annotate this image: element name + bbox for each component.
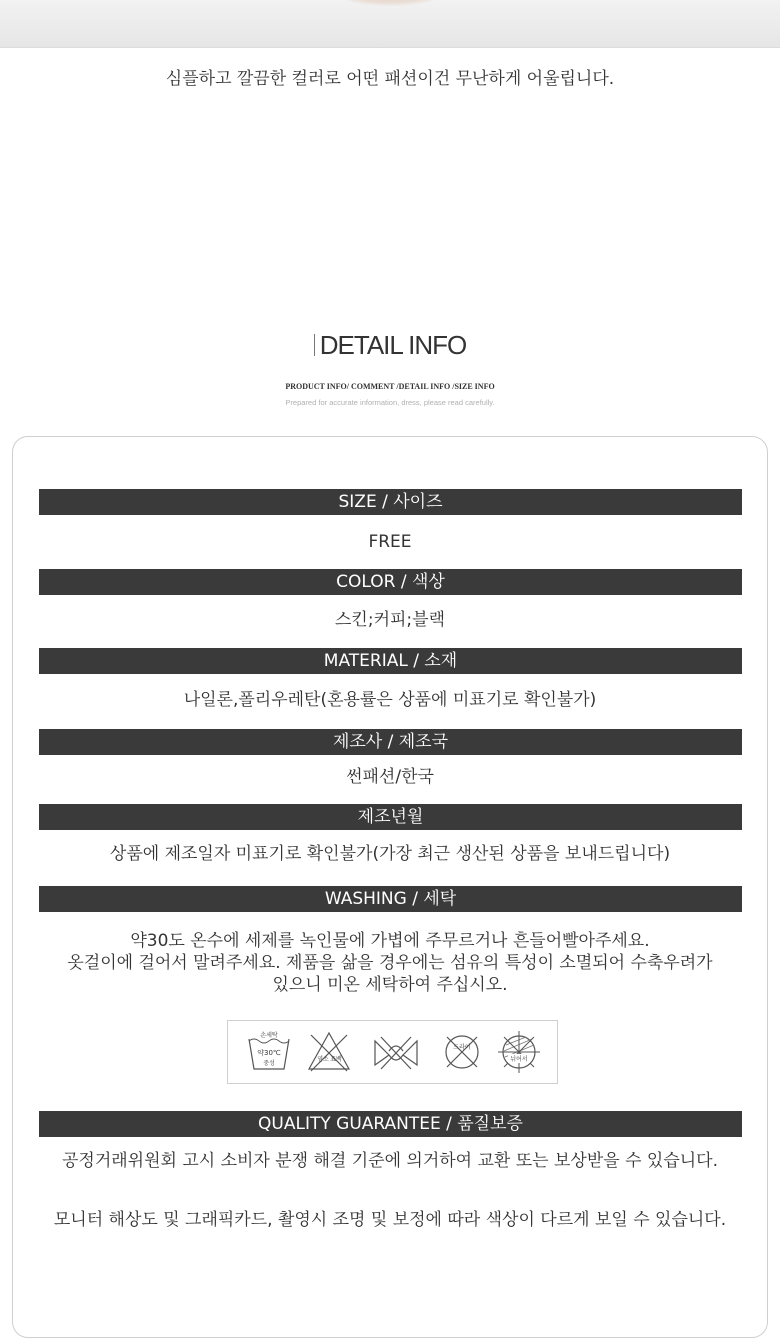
washing-line-1: 약30도 온수에 세제를 녹인물에 가볍에 주무르거나 흔들어빨아주세요. xyxy=(130,931,650,951)
quality-line-2: 모니터 해상도 및 그래픽카드, 촬영시 조명 및 보정에 따라 색상이 다르게 보일 수 있습니다. xyxy=(53,1210,727,1230)
maker-header: 제조사 / 제조국 xyxy=(39,729,742,755)
detail-info-title-text: DETAIL INFO xyxy=(319,330,467,360)
svg-text:염소: 염소 xyxy=(317,1056,329,1063)
no-bleach-icon xyxy=(306,1029,352,1075)
svg-text:표백: 표백 xyxy=(330,1056,342,1063)
date-header: 제조년월 xyxy=(39,804,742,830)
hand-wash-icon xyxy=(246,1029,292,1075)
svg-text:손세탁: 손세탁 xyxy=(260,1032,278,1039)
date-value: 상품에 제조일자 미표기로 확인불가(가장 최근 생산된 상품을 보내드립니다) xyxy=(109,844,671,864)
svg-text:약30℃: 약30℃ xyxy=(257,1049,281,1057)
no-wring-icon xyxy=(371,1029,421,1075)
product-photo-bottom-edge xyxy=(0,0,780,48)
size-value: FREE xyxy=(368,532,412,552)
svg-text:뉘어서: 뉘어서 xyxy=(510,1056,528,1063)
washing-line-2: 옷걸이에 걸어서 말려주세요. 제품을 삶을 경우에는 섬유의 특성이 소멸되어 수축우려가 xyxy=(67,953,713,973)
no-dry-clean-icon xyxy=(439,1029,485,1075)
quality-line-1: 공정거래위원회 고시 소비자 분쟁 해결 기준에 의거하여 교환 또는 보상받을 수 있습니다. xyxy=(61,1151,719,1171)
quality-header: QUALITY GUARANTEE / 품질보증 xyxy=(39,1111,742,1137)
intro-text: 심플하고 깔끔한 컬러로 어떤 패션이건 무난하게 어울립니다. xyxy=(165,69,615,89)
size-header: SIZE / 사이즈 xyxy=(39,489,742,515)
washing-line-3: 있으니 미온 세탁하여 주십시오. xyxy=(272,975,508,995)
washing-header: WASHING / 세탁 xyxy=(39,886,742,912)
care-label-box xyxy=(227,1020,558,1084)
svg-text:중성: 중성 xyxy=(263,1060,275,1067)
maker-value: 썬패션/한국 xyxy=(346,767,434,787)
material-header: MATERIAL / 소재 xyxy=(39,648,742,674)
detail-info-subtitle: Prepared for accurate information, dress, please read carefully. xyxy=(285,398,495,407)
flat-dry-icon xyxy=(496,1029,542,1075)
detail-info-nav: PRODUCT INFO/ COMMENT /DETAIL INFO /SIZE INFO xyxy=(285,382,495,391)
detail-info-title xyxy=(0,330,780,361)
svg-text:드라이: 드라이 xyxy=(453,1044,471,1051)
photo-skin-tone xyxy=(330,0,450,6)
color-header: COLOR / 색상 xyxy=(39,569,742,595)
title-divider xyxy=(314,334,315,356)
color-value: 스킨;커피;블랙 xyxy=(335,610,445,630)
material-value: 나일론,폴리우레탄(혼용률은 상품에 미표기로 확인불가) xyxy=(183,690,597,710)
